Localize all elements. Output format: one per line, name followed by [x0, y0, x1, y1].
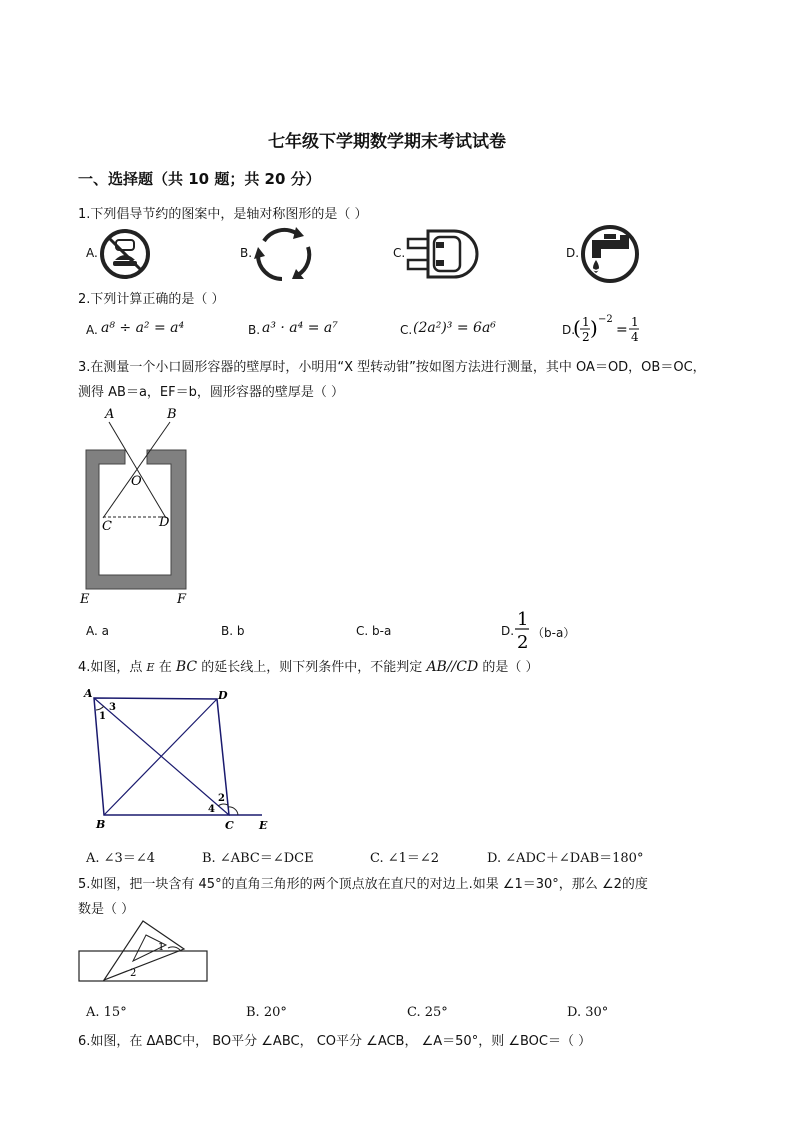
svg-text:2: 2 [582, 330, 590, 344]
ruler-triangle-diagram [76, 918, 210, 986]
q4-angle-4: 4 [208, 804, 215, 815]
q4-label-a: A [84, 687, 93, 700]
q3-label-o: O [131, 474, 142, 489]
q2-option-c-expr: (2a²)³ = 6a⁶ [413, 320, 496, 336]
q2-option-b-label: B. [248, 323, 261, 337]
no-food-waste-icon [98, 228, 164, 280]
question-4-stem [78, 656, 539, 675]
q3-label-e: E [80, 592, 90, 607]
q4-stem-bc: BC [175, 659, 198, 675]
svg-text:1: 1 [517, 609, 529, 630]
q3-label-c: C [102, 519, 112, 534]
svg-text:(: ( [573, 316, 581, 340]
q5-option-c: C. 25° [407, 1005, 448, 1020]
q1-option-a-label: A. [86, 246, 98, 260]
q5-option-d: D. 30° [567, 1005, 609, 1020]
q4-stem-part-b: 在 [158, 660, 172, 675]
q1-option-b-label: B. [240, 246, 253, 260]
q3-label-d: D [159, 515, 170, 530]
q3-label-b: B [167, 407, 177, 422]
svg-text:1: 1 [582, 315, 590, 329]
q2-d-equals: = [616, 322, 628, 338]
q4-option-a: A. ∠3＝∠4 [86, 851, 155, 866]
section-heading: 一、选择题（共 10 题；共 20 分） [78, 170, 321, 188]
q1-option-c-label: C. [393, 246, 406, 260]
q3-option-a: A. a [86, 624, 109, 638]
q4-option-c: C. ∠1＝∠2 [370, 851, 440, 866]
q4-label-c: C [225, 819, 234, 832]
q4-label-d: D [218, 689, 228, 702]
question-5-stem-line1: 5.如图，把一块含有 45°的直角三角形的两个顶点放在直尺的对边上.如果 ∠1＝30°，那么 ∠2的度 [78, 877, 648, 892]
q4-angle-1: 1 [99, 711, 106, 722]
q4-stem-part-a: 4.如图，点 [78, 660, 143, 675]
question-3-stem-line1: 3.在测量一个小口圆形容器的壁厚时，小明用“X 型转动钳”按如图方法进行测量，其中 OA＝OD，OB＝OC， [78, 360, 706, 375]
q4-option-b: B. ∠ABC＝∠DCE [202, 851, 314, 866]
q3-label-a: A [105, 407, 115, 422]
q4-stem-parallel: AB//CD [426, 659, 479, 675]
q3-option-b: B. b [221, 624, 245, 638]
q3-option-d-label: D. [501, 624, 515, 638]
q5-angle-2: 2 [130, 968, 137, 979]
question-1-stem: 1.下列倡导节约的图案中，是轴对称图形的是（ ） [78, 207, 368, 222]
question-2-stem: 2.下列计算正确的是（ ） [78, 292, 225, 307]
q3-option-d-tail: （b-a） [532, 626, 576, 640]
power-plug-icon [404, 228, 488, 280]
question-5-stem-line2: 数是（ ） [78, 902, 135, 917]
q4-label-b: B [96, 818, 106, 831]
q2-option-c-label: C. [400, 323, 413, 337]
q2-option-d-expr [573, 312, 643, 346]
q2-option-a-expr: a⁸ ÷ a² = a⁴ [101, 320, 185, 336]
q5-angle-1: 1 [158, 942, 165, 953]
q3-label-f: F [177, 592, 187, 607]
svg-text:): ) [590, 316, 598, 340]
q2-option-a-label: A. [86, 323, 98, 337]
q5-option-b: B. 20° [246, 1005, 287, 1020]
q3-option-c: C. b-a [356, 624, 392, 638]
parallelogram-diagram [82, 686, 277, 836]
q4-stem-part-d: 的是（ ） [482, 660, 539, 675]
q4-label-e: E [259, 819, 268, 832]
question-6-stem: 6.如图，在 ΔABC中， BO平分 ∠ABC， CO平分 ∠ACB， ∠A＝50°，则 ∠BOC＝（ ） [78, 1034, 592, 1049]
q3-option-d-fraction [514, 607, 530, 651]
q4-option-d: D. ∠ADC＋∠DAB＝180° [487, 851, 644, 866]
question-3-stem-line2: 测得 AB＝a，EF＝b，圆形容器的壁厚是（ ） [78, 385, 344, 400]
water-faucet-icon [578, 224, 642, 284]
q4-stem-point-e: E [146, 661, 155, 674]
q2-option-b-expr: a³ · a⁴ = a⁷ [262, 320, 338, 336]
q2-d-exponent: −2 [598, 314, 613, 325]
q4-angle-2: 2 [218, 793, 225, 804]
q1-option-d-label: D. [566, 246, 580, 260]
q4-stem-part-c: 的延长线上，则下列条件中，不能判定 [201, 660, 423, 675]
q2-option-d-label: D. [562, 323, 576, 337]
q4-angle-3: 3 [109, 702, 116, 713]
page-title: 七年级下学期数学期末考试试卷 [268, 132, 506, 152]
svg-text:1: 1 [631, 315, 639, 329]
svg-text:2: 2 [517, 632, 529, 651]
svg-text:4: 4 [631, 330, 639, 344]
q5-option-a: A. 15° [86, 1005, 127, 1020]
recycle-arrows-icon [252, 225, 316, 283]
caliper-container-diagram [74, 402, 204, 608]
